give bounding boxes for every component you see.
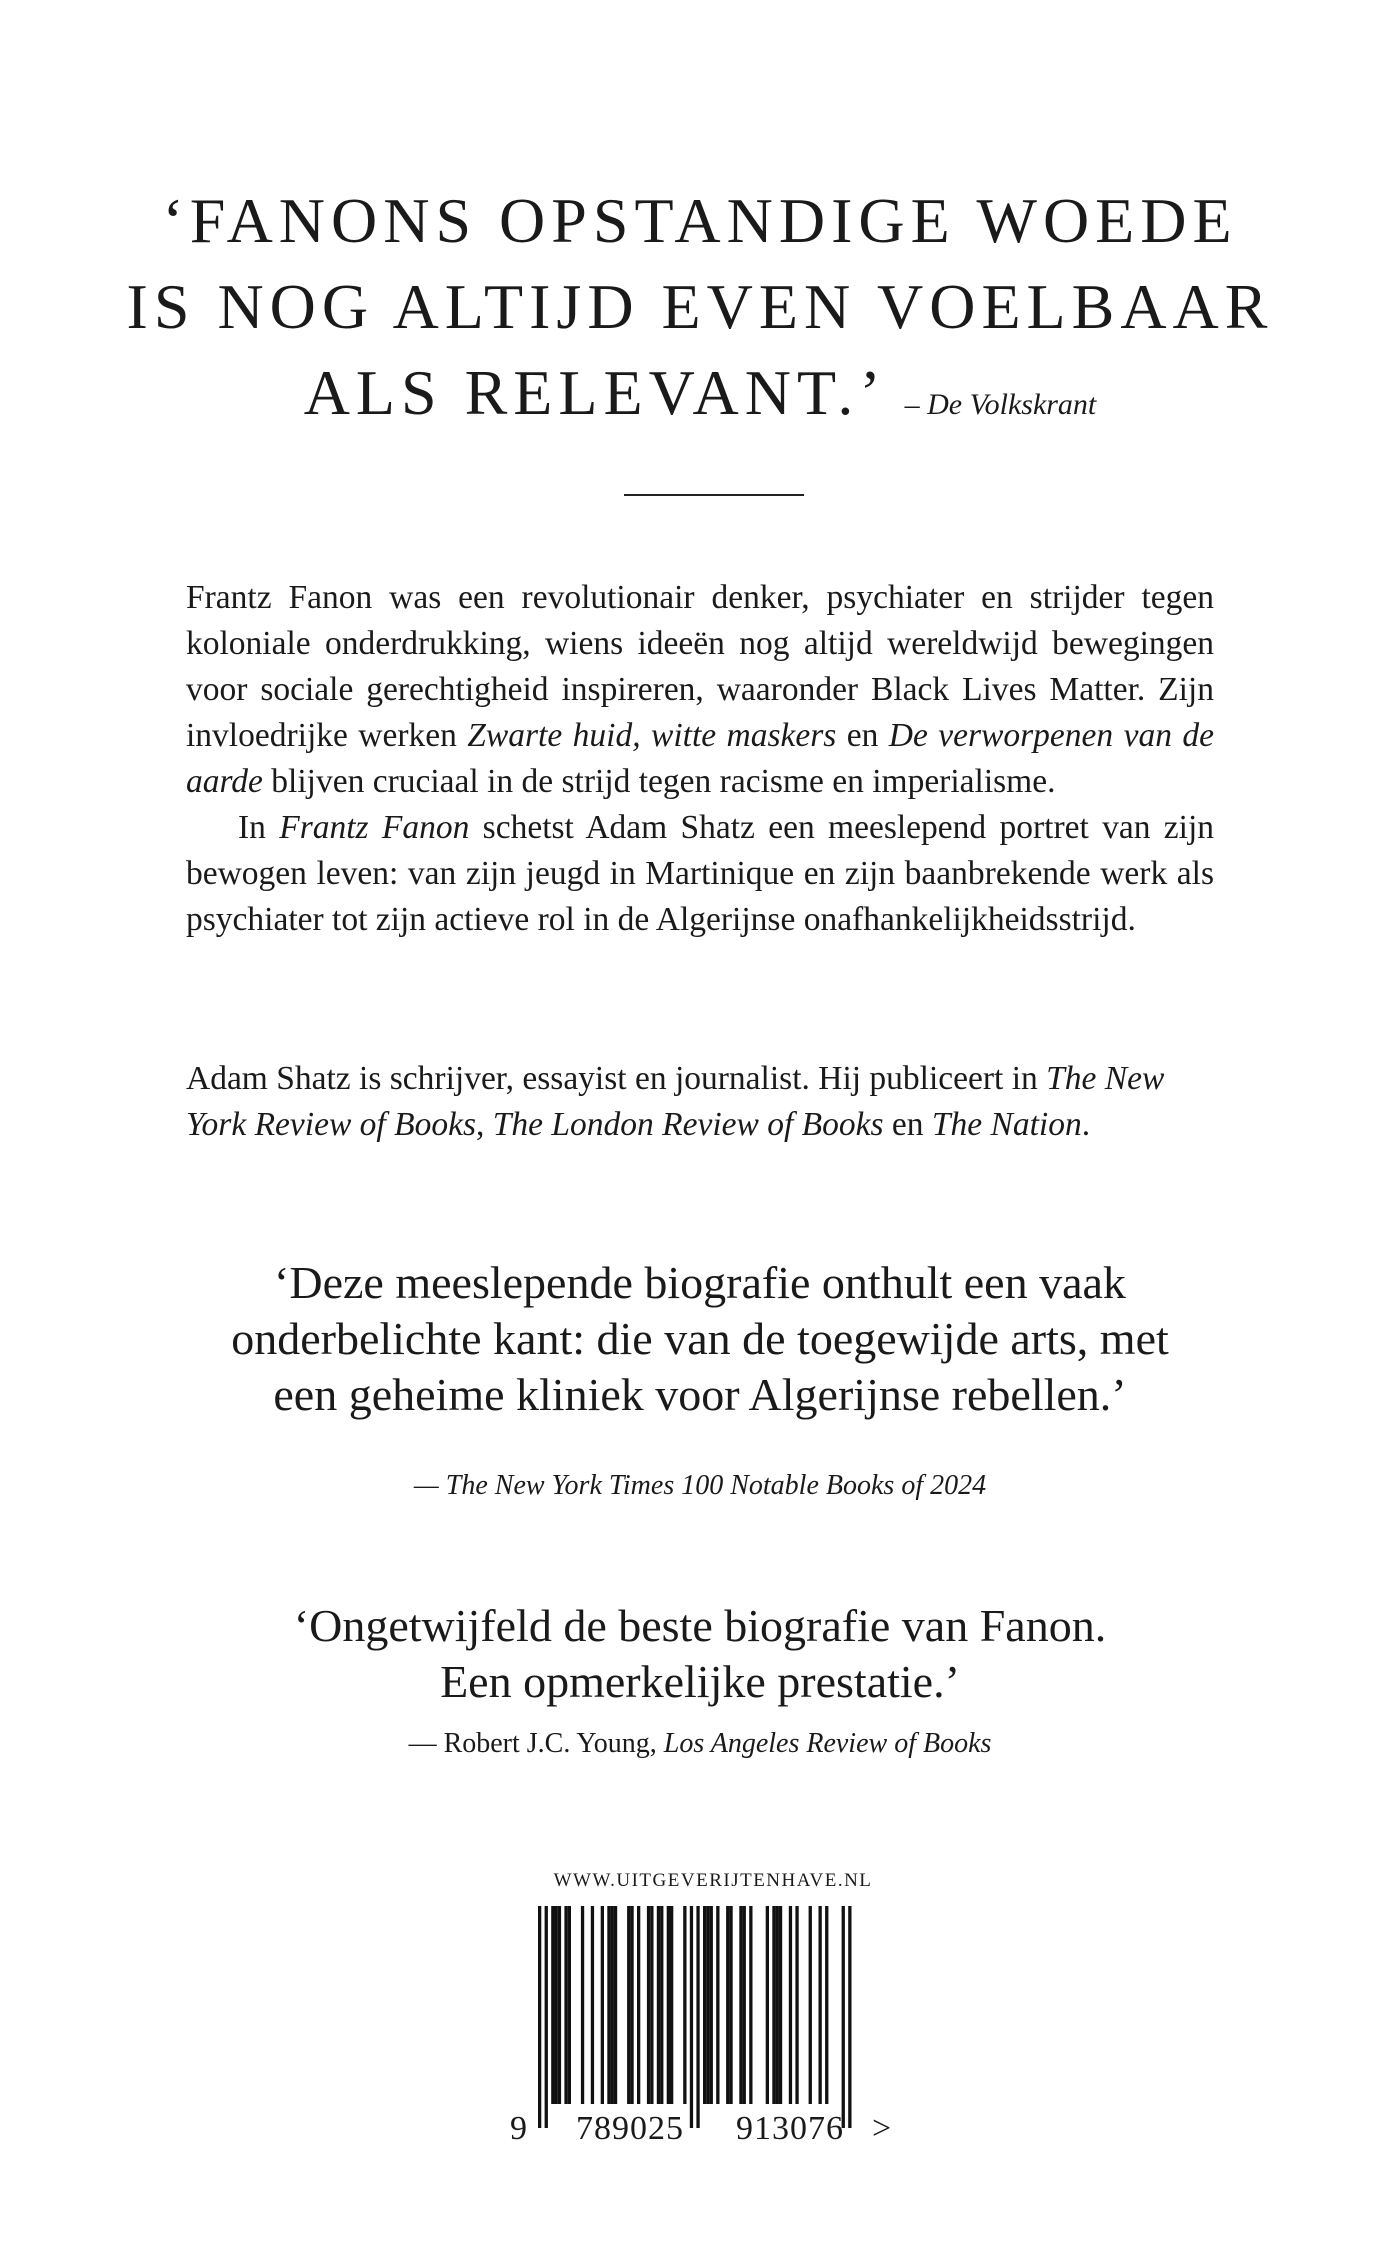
headline-line-1: ‘FANONS OPSTANDIGE WOEDE	[162, 185, 1238, 256]
barcode-bar	[825, 1906, 828, 2104]
barcode-bar	[607, 1906, 610, 2104]
quote2-source-author: — Robert J.C. Young,	[408, 1728, 664, 1759]
barcode-bar	[703, 1906, 706, 2104]
barcode-bar	[706, 1906, 709, 2104]
quote1-source-text: — The New York Times 100 Notable Books of 2024	[413, 1470, 987, 1501]
barcode-digits-left: 789025	[576, 2110, 684, 2147]
headline-attribution: – De Volkskrant	[904, 388, 1097, 421]
barcode-bar	[726, 1906, 729, 2104]
barcode-bar	[558, 1906, 561, 2104]
barcode-bar	[637, 1906, 640, 2104]
quote2-source	[0, 1728, 1400, 1760]
headline-line-3	[0, 350, 1400, 448]
barcode-guard-bar	[842, 1906, 845, 2128]
barcode-bar	[766, 1906, 769, 2104]
barcode-bar	[614, 1906, 617, 2104]
barcode-bar	[667, 1906, 670, 2104]
intro-text	[186, 575, 1214, 943]
barcode-guard-bar	[848, 1906, 851, 2128]
pub-lrb: The London Review of Books	[492, 1106, 884, 1143]
publisher-website: WWW.UITGEVERIJTENHAVE.NL	[553, 1870, 873, 1891]
intro-p1-text-a: Frantz Fanon was een revolutionair denker, psychiater en strijder tegen koloniale onderdrukking, wiens ideeën nog altijd wereldwijd bewegingen voor sociale gerechtigheid inspireren, waaronder Black Lives Matter. Zijn invloedrijke werken	[186, 579, 1214, 754]
barcode-bar	[670, 1906, 673, 2104]
quote2-source-publication: Los Angeles Review of Books	[663, 1728, 992, 1759]
intro-p2-text-b: schetst Adam Shatz een meeslepend portret van zijn bewogen leven: van zijn jeugd in Martinique en zijn baanbrekende werk als psychiater tot zijn actieve rol in de Algerijnse onafhankelijkheidsstrijd.	[186, 809, 1215, 938]
author-paragraph	[186, 1056, 1214, 1148]
barcode-bar	[789, 1906, 792, 2104]
barcode-bar	[795, 1906, 798, 2104]
divider-rule	[624, 494, 804, 496]
barcode-bar	[779, 1906, 782, 2104]
headline-quote	[0, 178, 1400, 448]
pub-nation: The Nation	[931, 1106, 1082, 1143]
headline-line-3-text: ALS RELEVANT.’	[303, 357, 887, 428]
barcode-bar	[650, 1906, 653, 2104]
intro-p1-text-b: en	[836, 717, 889, 754]
barcode-bar	[772, 1906, 775, 2104]
barcode-bar	[660, 1906, 663, 2104]
barcode-bar	[739, 1906, 742, 2104]
barcode-guard-bar	[690, 1906, 693, 2128]
author-text-c: en	[883, 1106, 932, 1143]
barcode-bar	[749, 1906, 752, 2104]
barcode-bar	[568, 1906, 571, 2104]
intro-paragraph-2	[186, 805, 1214, 943]
isbn-barcode	[538, 1906, 888, 2128]
barcode-digit-first: 9	[510, 2110, 527, 2147]
barcode-bar	[743, 1906, 746, 2104]
barcode-bar	[627, 1906, 630, 2104]
pub-nyrb: The New York Review of Books	[186, 1060, 1165, 1143]
barcode-bar	[647, 1906, 650, 2104]
headline-line-2: IS NOG ALTIJD EVEN VOELBAAR	[126, 271, 1274, 342]
barcode-guard-bar	[696, 1906, 699, 2128]
intro-p1-text-c: blijven cruciaal in de strijd tegen racisme en imperialisme.	[262, 763, 1056, 800]
book-title-zwarte-huid: Zwarte huid, witte maskers	[467, 717, 837, 754]
barcode-guard-bar	[545, 1906, 548, 2128]
author-bio	[186, 1056, 1214, 1148]
barcode-bar	[630, 1906, 633, 2104]
author-text-d: .	[1081, 1106, 1091, 1143]
barcode-bar	[776, 1906, 779, 2104]
quote2-line-2: Een opmerkelijke prestatie.’	[440, 1656, 960, 1707]
book-title-frantz-fanon: Frantz Fanon	[279, 809, 470, 846]
author-text-b: ,	[475, 1106, 493, 1143]
barcode-bar	[716, 1906, 719, 2104]
quote1-line-3: een geheime kliniek voor Algerijnse rebellen.’	[273, 1369, 1127, 1420]
barcode-arrow: >	[872, 2110, 892, 2147]
barcode-bar	[729, 1906, 732, 2104]
quote1-source	[0, 1470, 1400, 1502]
barcode-bar	[809, 1906, 812, 2104]
barcode-bar	[564, 1906, 567, 2104]
barcode-bar	[683, 1906, 686, 2104]
barcode-bar	[601, 1906, 604, 2104]
barcode-bar	[657, 1906, 660, 2104]
quote1-line-2: onderbelichte kant: die van de toegewijde arts, met	[231, 1313, 1169, 1364]
author-text-a: Adam Shatz is schrijver, essayist en journalist. Hij publiceert in	[186, 1060, 1047, 1097]
barcode-bar	[819, 1906, 822, 2104]
barcode-digits-right: 913076	[736, 2110, 844, 2147]
barcode-bar	[591, 1906, 594, 2104]
review-quote-2	[0, 1598, 1400, 1710]
review-quote-1	[0, 1255, 1400, 1423]
book-title-verworpenen: De verworpenen van de aarde	[186, 717, 1214, 800]
quote1-line-1: ‘Deze meeslepende biografie onthult een vaak	[274, 1257, 1126, 1308]
barcode-bar	[611, 1906, 614, 2104]
barcode-bar	[555, 1906, 558, 2104]
barcode-bar	[581, 1906, 584, 2104]
intro-paragraph-1	[186, 575, 1214, 805]
barcode-bar	[551, 1906, 554, 2104]
barcode-bar	[710, 1906, 713, 2104]
quote2-line-1: ‘Ongetwijfeld de beste biografie van Fanon.	[293, 1600, 1107, 1651]
intro-p2-text-a: In	[238, 809, 280, 846]
barcode-guard-bar	[538, 1906, 541, 2128]
